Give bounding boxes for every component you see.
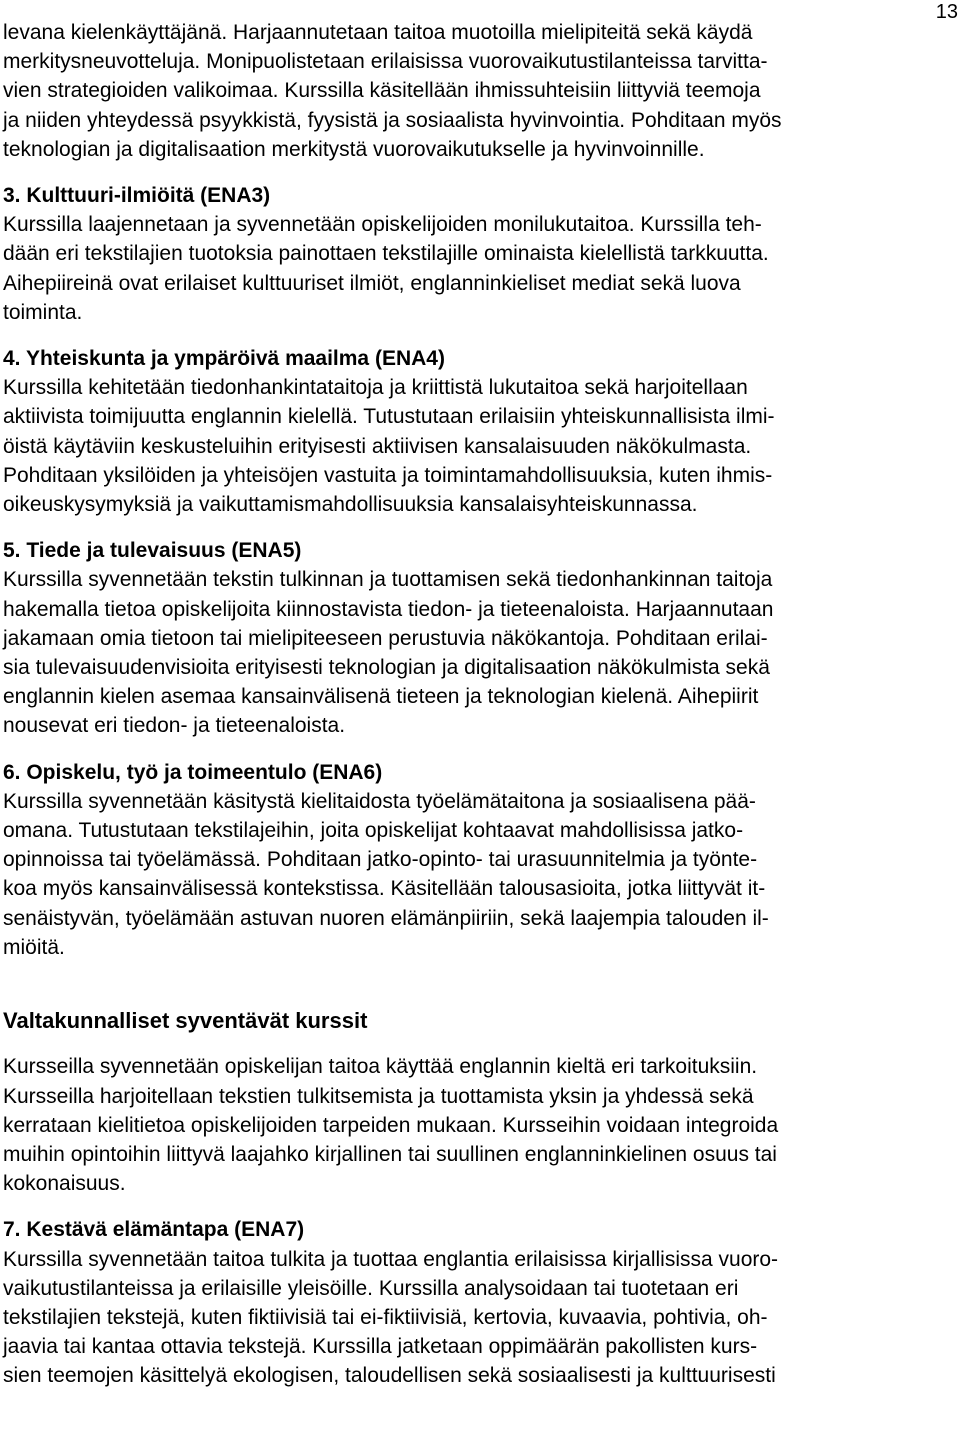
text-line: koa myös kansainvälisessä kontekstissa. Käsitellään talousasioita, jotka liittyvät it- <box>3 877 766 901</box>
text-line: hakemalla tietoa opiskelijoita kiinnostavista tiedon- ja tieteenaloista. Harjaannutaan <box>3 597 774 621</box>
major-heading: Valtakunnalliset syventävät kurssit <box>3 1008 368 1034</box>
text-line: vien strategioiden valikoimaa. Kurssilla käsitellään ihmissuhteisiin liittyviä teemoja <box>3 79 761 103</box>
text-line: Kurssilla syvennetään taitoa tulkita ja tuottaa englantia erilaisissa kirjallisissa vuoro- <box>3 1247 779 1271</box>
text-line: Kursseilla harjoitellaan tekstien tulkitsemista ja tuottamista yksin ja yhdessä sekä <box>3 1084 754 1108</box>
section-ena6 <box>3 758 957 962</box>
text-line: sia tulevaisuudenvisioita erityisesti teknologian ja digitalisaation näkökulmista sekä <box>3 656 770 680</box>
text-line: ja niiden yhteydessä psyykkistä, fyysistä ja sosiaalista hyvinvointia. Pohditaan myös <box>3 108 782 132</box>
section-ena3 <box>3 181 957 327</box>
text-line: kerrataan kielitietoa opiskelijoiden tarpeiden mukaan. Kursseihin voidaan integroida <box>3 1113 779 1137</box>
document-body <box>3 18 957 1391</box>
text-line: senäistyvän, työelämään astuvan nuoren elämänpiiriin, sekä laajempia talouden il- <box>3 906 769 930</box>
text-line: Aihepiireinä ovat erilaiset kulttuuriset ilmiöt, englanninkieliset mediat sekä luova <box>3 271 741 295</box>
text-line: Kurssilla kehitetään tiedonhankintataitoja ja kriittistä lukutaitoa sekä harjoitellaan <box>3 376 748 400</box>
text-line: vaikutustilanteissa ja erilaisille yleisöille. Kurssilla analysoidaan tai tuotetaan eri <box>3 1276 739 1300</box>
text-line: opinnoissa tai työelämässä. Pohditaan jatko-opinto- tai urasuunnitelmia ja työnte- <box>3 848 758 872</box>
text-line: levana kielenkäyttäjänä. Harjaannutetaan taitoa muotoilla mielipiteitä sekä käydä <box>3 21 753 44</box>
section-heading: 7. Kestävä elämäntapa (ENA7) <box>3 1218 305 1242</box>
text-line: oikeuskysymyksiä ja vaikuttamismahdollisuuksia kansalaisyhteiskunnassa. <box>3 493 698 517</box>
text-line: Kursseilla syvennetään opiskelijan taitoa käyttää englannin kieltä eri tarkoituksiin. <box>3 1055 758 1079</box>
text-line: toiminta. <box>3 300 83 324</box>
text-line: Kurssilla syvennetään tekstin tulkinnan ja tuottamisen sekä tiedonhankinnan taitoja <box>3 568 773 592</box>
text-line: kokonaisuus. <box>3 1172 126 1196</box>
text-line: Kurssilla laajennetaan ja syvennetään opiskelijoiden monilukutaitoa. Kurssilla teh- <box>3 213 762 237</box>
text-line: englannin kielen asemaa kansainvälisenä tieteen ja teknologian kielenä. Aihepiirit <box>3 685 759 709</box>
text-line: dään eri tekstilajien tuotoksia painottaen tekstilajille ominaista kielellistä tarkkuutta. <box>3 242 769 266</box>
section-ena5 <box>3 536 957 740</box>
text-line: jakamaan omia tietoon tai mielipiteeseen perustuvia näkökantoja. Pohditaan erilai- <box>3 626 768 650</box>
text-line: muihin opintoihin liittyvä laajahko kirjallinen tai suullinen englanninkielinen osuus tai <box>3 1142 777 1166</box>
text-line: aktiivista toimijuutta englannin kielellä. Tutustutaan erilaisiin yhteiskunnallisista ilmi- <box>3 405 775 429</box>
text-line: miöitä. <box>3 935 65 959</box>
text-line: teknologian ja digitalisaation merkitystä vuorovaikutukselle ja hyvinvoinnille. <box>3 137 705 161</box>
intro-paragraph <box>3 18 957 164</box>
text-line: merkitysneuvotteluja. Monipuolistetaan erilaisissa vuorovaikutustilanteissa tarvitta- <box>3 50 768 74</box>
page-number: 13 <box>935 1 958 23</box>
text-line: nousevat eri tiedon- ja tieteenaloista. <box>3 714 346 738</box>
text-line: tekstilajien tekstejä, kuten fiktiivisiä tai ei-fiktiivisiä, kertovia, kuvaavia, pohtivia, oh- <box>3 1305 768 1329</box>
section-heading: 6. Opiskelu, työ ja toimeentulo (ENA6) <box>3 760 383 784</box>
section-heading: 3. Kulttuuri-ilmiöitä (ENA3) <box>3 184 271 208</box>
section-ena7 <box>3 1215 957 1390</box>
section-ena4 <box>3 344 957 519</box>
text-line: jaavia tai kantaa ottavia tekstejä. Kurssilla jatketaan oppimäärän pakollisten kurs- <box>3 1335 758 1359</box>
section-heading: 5. Tiede ja tulevaisuus (ENA5) <box>3 539 302 563</box>
text-line: omana. Tutustutaan tekstilajeihin, joita opiskelijat kohtaavat mahdollisissa jatko- <box>3 819 744 843</box>
text-line: öistä käytäviin keskusteluihin erityisesti aktiivisen kansalaisuuden näkökulmasta. <box>3 434 752 458</box>
text-line: Pohditaan yksilöiden ja yhteisöjen vastuita ja toimintamahdollisuuksia, kuten ihmis- <box>3 463 773 487</box>
text-line: Kurssilla syvennetään käsitystä kielitaidosta työelämätaitona ja sosiaalisena pää- <box>3 789 756 813</box>
section-advanced-courses <box>3 1006 957 1198</box>
text-line: sien teemojen käsittelyä ekologisen, taloudellisen sekä sosiaalisesti ja kulttuurisesti <box>3 1364 776 1388</box>
section-heading: 4. Yhteiskunta ja ympäröivä maailma (ENA4) <box>3 347 445 371</box>
